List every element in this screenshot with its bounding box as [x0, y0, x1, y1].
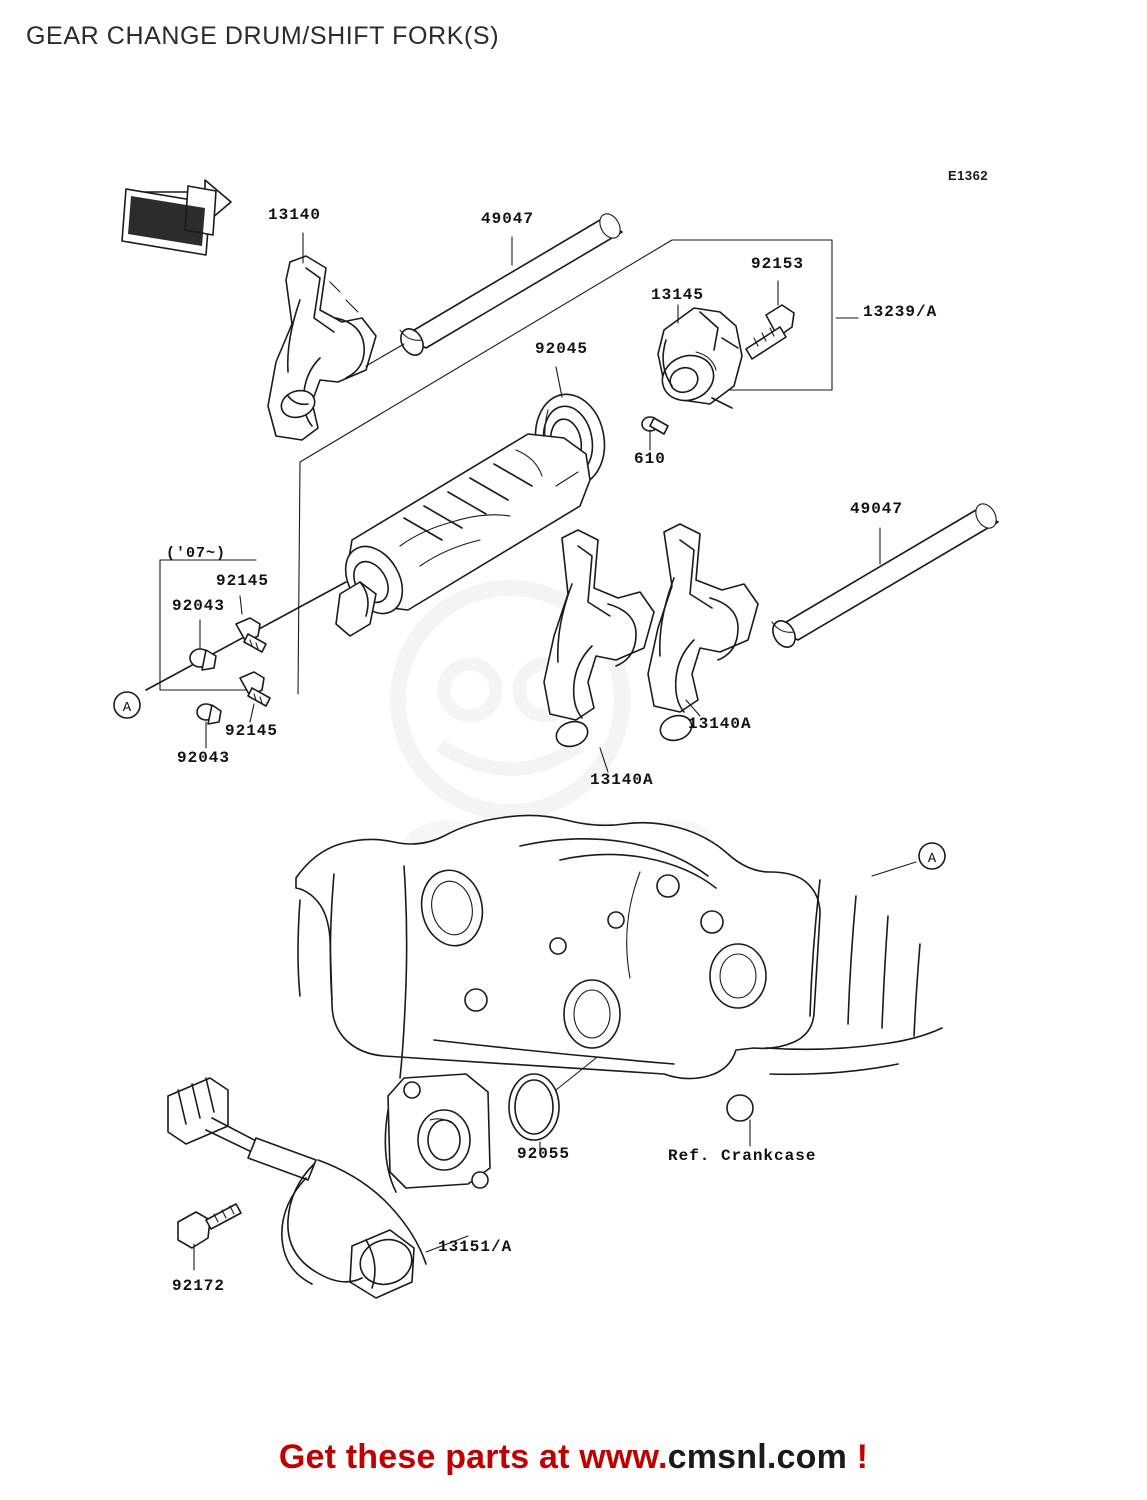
callout-13151a: 13151/A [438, 1238, 513, 1256]
callout-92145-upper: 92145 [216, 572, 270, 590]
diagram-code: E1362 [948, 168, 989, 183]
callout-92145-lower: 92145 [225, 722, 279, 740]
callout-13140: 13140 [268, 206, 322, 224]
o-ring-92055 [509, 1074, 559, 1140]
crankcase [296, 815, 942, 1121]
screw-92145-lower [240, 672, 270, 706]
leader-92145-upper [240, 596, 242, 614]
footer-brand: cmsnl.com [667, 1438, 848, 1476]
callout-49047-lower: 49047 [850, 500, 904, 518]
shift-fork-13140a-right [648, 524, 758, 744]
svg-text:A: A [927, 851, 937, 867]
callout-13239a: 13239/A [863, 303, 938, 321]
footer-tail: ! [847, 1438, 869, 1476]
circle-marker-a-right [919, 843, 945, 869]
pin-92043-upper [190, 649, 216, 670]
pin-610 [642, 417, 668, 434]
leader-92045 [556, 367, 562, 397]
cam-13145 [656, 308, 742, 408]
circle-marker-a-left [114, 692, 140, 718]
callout-92055: 92055 [517, 1145, 571, 1163]
callout-note-07: ('07~) [166, 545, 227, 562]
box-edge-left [298, 462, 300, 694]
callout-92172: 92172 [172, 1277, 226, 1295]
bolt-92172 [178, 1204, 241, 1248]
callout-13145: 13145 [651, 286, 705, 304]
callout-13140a-right: 13140A [688, 715, 752, 733]
shift-fork-13140 [268, 256, 376, 440]
screw-92145-upper [236, 618, 266, 652]
neutral-switch-13151a [350, 1074, 490, 1298]
leader-92145-lower [250, 704, 254, 722]
callout-49047-upper: 49047 [481, 210, 535, 228]
bolt-92153 [746, 305, 794, 359]
callout-92153: 92153 [751, 255, 805, 273]
page-title: GEAR CHANGE DRUM/SHIFT FORK(S) [26, 22, 500, 50]
svg-text:A: A [122, 700, 132, 716]
shaft-49047-lower [768, 500, 1000, 651]
callout-ref-crankcase: Ref. Crankcase [668, 1147, 817, 1165]
callout-92045: 92045 [535, 340, 589, 358]
leader-marker-a-right [872, 862, 916, 876]
footer-promo-text: Get these parts at www. [278, 1438, 668, 1476]
callout-610: 610 [634, 450, 666, 468]
footer-promo [0, 1438, 1147, 1477]
callout-13140a-left: 13140A [590, 771, 654, 789]
callout-92043-upper: 92043 [172, 597, 226, 615]
front-arrow-badge [122, 180, 231, 255]
callout-92043-lower: 92043 [177, 749, 231, 767]
pin-92043-lower [197, 704, 221, 724]
